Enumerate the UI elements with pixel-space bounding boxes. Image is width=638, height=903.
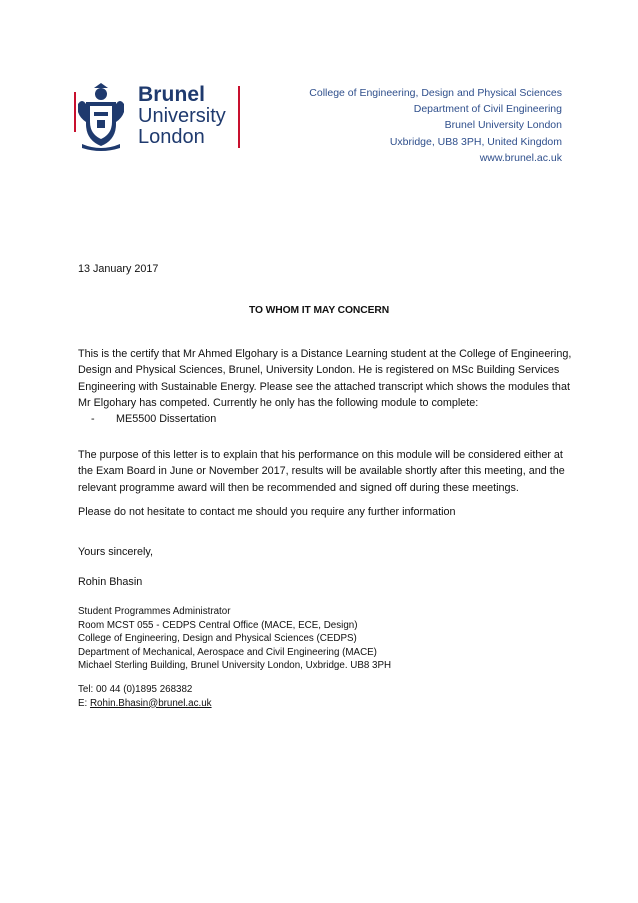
address-department: Department of Civil Engineering — [413, 103, 562, 116]
brand-line-2: University — [138, 105, 226, 127]
contact-details — [78, 683, 212, 710]
bullet-dash: - — [91, 413, 95, 425]
signer-building: Michael Sterling Building, Brunel University London, Uxbridge. UB8 3PH — [78, 660, 392, 671]
brand-line-1: Brunel — [138, 83, 206, 106]
brand-divider — [238, 86, 240, 148]
address-postal: Uxbridge, UB8 3PH, United Kingdom — [389, 135, 562, 148]
email-label: E: — [78, 697, 90, 709]
address-university: Brunel University London — [444, 119, 562, 132]
sender-address — [309, 85, 562, 166]
module-name: ME5500 Dissertation — [116, 413, 217, 425]
address-college: College of Engineering, Design and Physical Sciences — [309, 87, 562, 99]
module-list-item — [91, 413, 216, 425]
brunel-logo — [72, 82, 242, 154]
brand-line-3: London — [138, 126, 205, 148]
paragraph-3: Please do not hesitate to contact me should you require any further information — [78, 506, 456, 518]
signer-title: Student Programmes Administrator — [78, 606, 231, 617]
crest-icon — [72, 82, 130, 152]
email-link[interactable]: Rohin.Bhasin@brunel.ac.uk — [89, 697, 212, 709]
letter-heading: TO WHOM IT MAY CONCERN — [248, 305, 390, 316]
paragraph-2: The purpose of this letter is to explain that his performance on this module will be considered either at the Exam Board in June or November 2017, results will be available shortly after this meeting, and the relevant programme award will then be recommended and signed off during these meetings. — [78, 449, 565, 494]
signer-department: Department of Mechanical, Aerospace and Civil Engineering (MACE) — [78, 646, 377, 658]
signature-block — [78, 605, 391, 673]
signer-name: Rohin Bhasin — [78, 576, 143, 588]
closing: Yours sincerely, — [78, 546, 154, 558]
address-website: www.brunel.ac.uk — [479, 151, 562, 164]
brand-wordmark — [138, 84, 226, 147]
letter-date: 13 January 2017 — [78, 263, 159, 275]
signer-room: Room MCST 055 - CEDPS Central Office (MACE, ECE, Design) — [78, 619, 358, 631]
signer-college: College of Engineering, Design and Physical Sciences (CEDPS) — [78, 633, 357, 644]
telephone: Tel: 00 44 (0)1895 268382 — [78, 684, 193, 695]
paragraph-1: This is the certify that Mr Ahmed Elgohary is a Distance Learning student at the College of Engineering, Design and Physical Sciences, Brunel, University London. He is registered on MSc Building Services Engineering with Sustainable Energy. Please see the attached transcript which shows the modules that Mr Elgohary has competed. Currently he only has the following module to complete: — [78, 348, 572, 409]
email-line — [78, 697, 212, 711]
